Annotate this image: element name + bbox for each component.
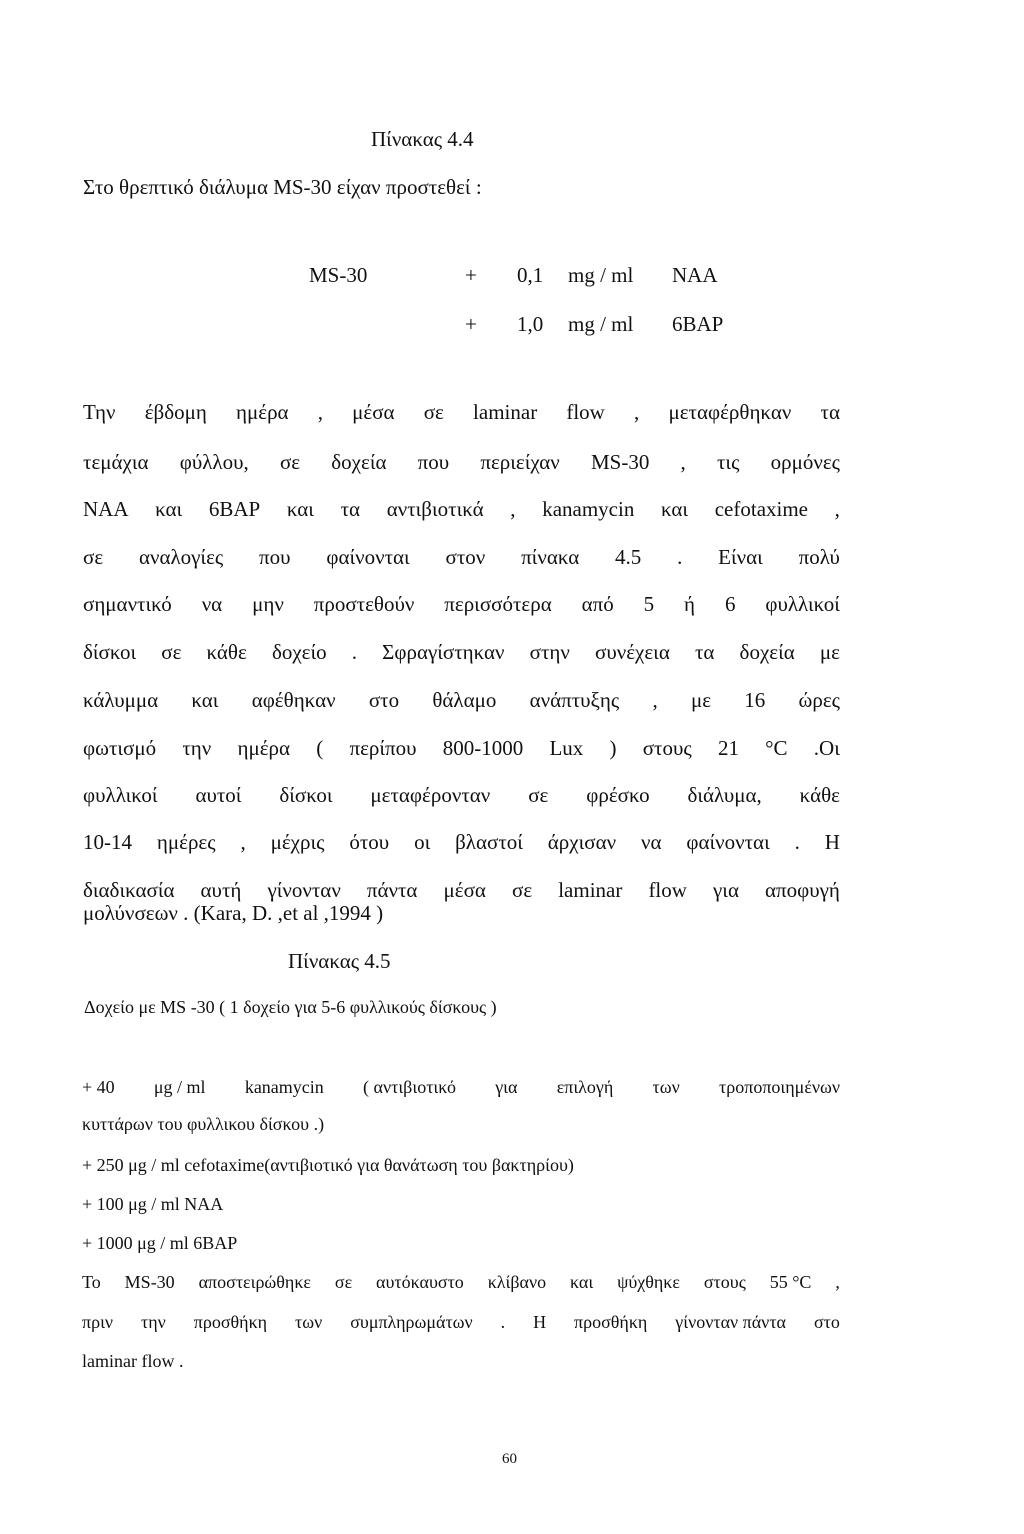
- word: την: [141, 1312, 166, 1332]
- word: ημέρα: [236, 400, 289, 424]
- word: στους: [642, 736, 692, 760]
- word: φαίνονται: [326, 545, 410, 569]
- word: NAA: [83, 497, 129, 521]
- word: την: [182, 736, 212, 760]
- word: γίνονταν: [267, 878, 341, 902]
- word: προσθήκη: [193, 1312, 268, 1332]
- word: Η: [533, 1312, 547, 1332]
- word: σε: [423, 400, 444, 424]
- paragraph-line: [83, 785, 840, 806]
- word: και: [570, 1272, 594, 1292]
- word: διαδικασία: [83, 878, 175, 902]
- word: δίσκοι: [279, 783, 333, 807]
- word: να: [640, 830, 662, 854]
- word: διάλυμα,: [687, 783, 762, 807]
- word: θάλαμο: [432, 688, 497, 712]
- word: δοχεία: [331, 450, 387, 474]
- word: και: [191, 688, 219, 712]
- word: οι: [414, 830, 431, 854]
- word: laminar: [558, 878, 623, 902]
- word: Το: [82, 1272, 101, 1292]
- word: 5: [643, 592, 655, 616]
- word: Σφραγίστηκαν: [382, 640, 505, 664]
- word: Lux: [549, 736, 584, 760]
- paragraph-line: [83, 738, 840, 759]
- table-4-5-item-cefotaxime: + 250 μg / ml cefotaxime(αντιβιοτικό για θανάτωση του βακτηρίου): [82, 1155, 574, 1175]
- word: και: [155, 497, 183, 521]
- word: και: [661, 497, 689, 521]
- word: τα: [694, 640, 715, 664]
- amount: 0,1: [517, 263, 544, 287]
- word: ,: [680, 450, 686, 474]
- word: ψύχθηκε: [617, 1272, 680, 1292]
- paragraph-line: [83, 690, 840, 711]
- word: στον: [445, 545, 486, 569]
- word: laminar: [473, 400, 538, 424]
- word: φυλλικοί: [83, 783, 158, 807]
- word: φυλλικοί: [765, 592, 840, 616]
- word: τεμάχια: [83, 450, 149, 474]
- word: στο: [368, 688, 400, 712]
- word: 6BAP: [208, 497, 261, 521]
- word: τροποποιημένων: [719, 1077, 840, 1097]
- word: των: [295, 1312, 323, 1332]
- word: ,: [317, 400, 323, 424]
- word: ,: [834, 497, 840, 521]
- word: συνέχεια: [595, 640, 670, 664]
- substance: NAA: [672, 263, 718, 287]
- word: από: [581, 592, 614, 616]
- table-4-5-heading: Πίνακας 4.5: [288, 949, 391, 973]
- word: 21: [717, 736, 739, 760]
- word: MS-30: [590, 450, 650, 474]
- word: με: [690, 688, 712, 712]
- word: που: [417, 450, 450, 474]
- word: αυτοί: [195, 783, 242, 807]
- paragraph-line: [83, 452, 840, 473]
- unit: mg / ml: [568, 263, 634, 287]
- sterilization-note-end: laminar flow .: [82, 1351, 184, 1371]
- word: φρέσκο: [586, 783, 650, 807]
- word: δίσκοι: [83, 640, 137, 664]
- sterilization-note-line-2: [82, 1313, 840, 1331]
- word: μεταφέρονταν: [370, 783, 491, 807]
- word: φωτισμό: [83, 736, 157, 760]
- word: αντιβιοτικά: [386, 497, 484, 521]
- word: στους: [703, 1272, 746, 1292]
- word: °C: [765, 736, 788, 760]
- word: 800-1000: [442, 736, 524, 760]
- word: μέσα: [443, 878, 486, 902]
- word: αποστειρώθηκε: [198, 1272, 311, 1292]
- word: ,: [634, 400, 640, 424]
- word: σε: [161, 640, 182, 664]
- word: ,: [510, 497, 516, 521]
- word: .: [500, 1312, 506, 1332]
- word: μεταφέρθηκαν: [668, 400, 792, 424]
- word: προστεθούν: [313, 592, 415, 616]
- word: kanamycin: [542, 497, 635, 521]
- word: μg / ml: [153, 1077, 206, 1097]
- word: περιείχαν: [480, 450, 560, 474]
- table-4-4-intro: Στο θρεπτικό διάλυμα MS-30 είχαν προστεθεί :: [83, 175, 482, 199]
- word: kanamycin: [244, 1077, 324, 1097]
- word: έβδομη: [144, 400, 207, 424]
- page-number: 60: [502, 1451, 517, 1467]
- word: προσθήκη: [574, 1312, 648, 1332]
- word: αποφυγή: [765, 878, 840, 902]
- word: ,: [652, 688, 658, 712]
- word: ημέρες: [156, 830, 216, 854]
- plus-sign: +: [465, 312, 477, 336]
- table-4-5-caption: Δοχείο με MS -30 ( 1 δοχείο για 5-6 φυλλικούς δίσκους ): [84, 997, 497, 1017]
- word: κάλυμμα: [83, 688, 159, 712]
- word: μέχρις: [270, 830, 325, 854]
- paragraph-line: [83, 547, 840, 568]
- word: αυτή: [200, 878, 242, 902]
- word: τις: [716, 450, 740, 474]
- table-4-5-item-6bap: + 1000 μg / ml 6BAP: [82, 1233, 238, 1253]
- word: μην: [252, 592, 284, 616]
- word: ή: [684, 592, 696, 616]
- word: 16: [744, 688, 766, 712]
- paragraph-line: [83, 594, 840, 615]
- word: φαίνονται: [686, 830, 770, 854]
- word: περισσότερα: [444, 592, 552, 616]
- word: δοχεία: [739, 640, 795, 664]
- word: περίπου: [349, 736, 417, 760]
- word: Είναι: [718, 545, 763, 569]
- word: σε: [334, 1272, 353, 1292]
- word: 6: [724, 592, 736, 616]
- word: 10-14: [83, 830, 132, 854]
- paragraph-line: [83, 402, 840, 423]
- word: ημέρα: [237, 736, 291, 760]
- word: στο: [813, 1312, 840, 1332]
- word: .: [677, 545, 683, 569]
- word: .: [351, 640, 357, 664]
- word: .: [794, 830, 800, 854]
- paragraph-line: [83, 642, 840, 663]
- medium-name: MS-30: [309, 263, 368, 287]
- word: .Οι: [813, 736, 840, 760]
- word: κλίβανο: [487, 1272, 547, 1292]
- word: Την: [83, 400, 116, 424]
- word: σε: [528, 783, 549, 807]
- word: άρχισαν: [547, 830, 617, 854]
- paragraph-line: [83, 499, 840, 520]
- amount: 1,0: [517, 312, 544, 336]
- table-4-5-item-naa: + 100 μg / ml NAA: [82, 1194, 224, 1214]
- table-4-5-item-kanamycin: [82, 1078, 840, 1096]
- word: γίνονταν πάντα: [675, 1312, 786, 1332]
- word: τα: [340, 497, 361, 521]
- word: ,: [835, 1272, 840, 1292]
- word: πίνακα: [521, 545, 580, 569]
- word: 55 °C: [769, 1272, 812, 1292]
- word: για: [713, 878, 739, 902]
- word: και: [286, 497, 314, 521]
- word: + 40: [82, 1077, 115, 1097]
- word: για: [495, 1077, 518, 1097]
- word: αυτόκαυστο: [376, 1272, 464, 1292]
- word: ,: [240, 830, 246, 854]
- plus-sign: +: [465, 263, 477, 287]
- word: βλαστοί: [455, 830, 523, 854]
- word: φύλλου,: [179, 450, 249, 474]
- word: πριν: [82, 1312, 114, 1332]
- word: ( αντιβιοτικό: [363, 1077, 456, 1097]
- word: αφέθηκαν: [251, 688, 336, 712]
- substance: 6BAP: [672, 312, 724, 336]
- unit: mg / ml: [568, 312, 634, 336]
- word: flow: [648, 878, 687, 902]
- word: σε: [512, 878, 533, 902]
- word: Η: [824, 830, 840, 854]
- word: αναλογίες: [138, 545, 224, 569]
- table-4-5-item-kanamycin-continued: κυττάρων του φυλλικου δίσκου .): [82, 1114, 325, 1134]
- table-4-4-heading: Πίνακας 4.4: [371, 127, 474, 151]
- word: ώρες: [798, 688, 840, 712]
- word: επιλογή: [556, 1077, 614, 1097]
- word: flow: [566, 400, 605, 424]
- word: με: [819, 640, 840, 664]
- word: πάντα: [366, 878, 418, 902]
- word: σημαντικό: [83, 592, 172, 616]
- word: σε: [279, 450, 301, 474]
- word: ότου: [349, 830, 390, 854]
- word: (: [316, 736, 324, 760]
- word: MS-30: [124, 1272, 175, 1292]
- word: σε: [83, 545, 104, 569]
- word: να: [201, 592, 223, 616]
- paragraph-line: [83, 880, 840, 901]
- word: κάθε: [799, 783, 840, 807]
- word: τα: [820, 400, 840, 424]
- paragraph-last-line: μολύνσεων . (Kara, D. ,et al ,1994 ): [83, 901, 384, 925]
- word: ανάπτυξης: [529, 688, 620, 712]
- paragraph-line: [83, 832, 840, 853]
- word: κάθε: [206, 640, 247, 664]
- word: cefotaxime: [714, 497, 808, 521]
- word: πολύ: [798, 545, 840, 569]
- word: 4.5: [615, 545, 642, 569]
- word: δοχείο: [271, 640, 327, 664]
- word: συμπληρωμάτων: [350, 1312, 473, 1332]
- sterilization-note-line-1: [82, 1273, 840, 1291]
- word: που: [259, 545, 291, 569]
- word: μέσα: [352, 400, 395, 424]
- word: ορμόνες: [770, 450, 840, 474]
- word: ): [609, 736, 617, 760]
- word: στην: [529, 640, 570, 664]
- word: των: [652, 1077, 680, 1097]
